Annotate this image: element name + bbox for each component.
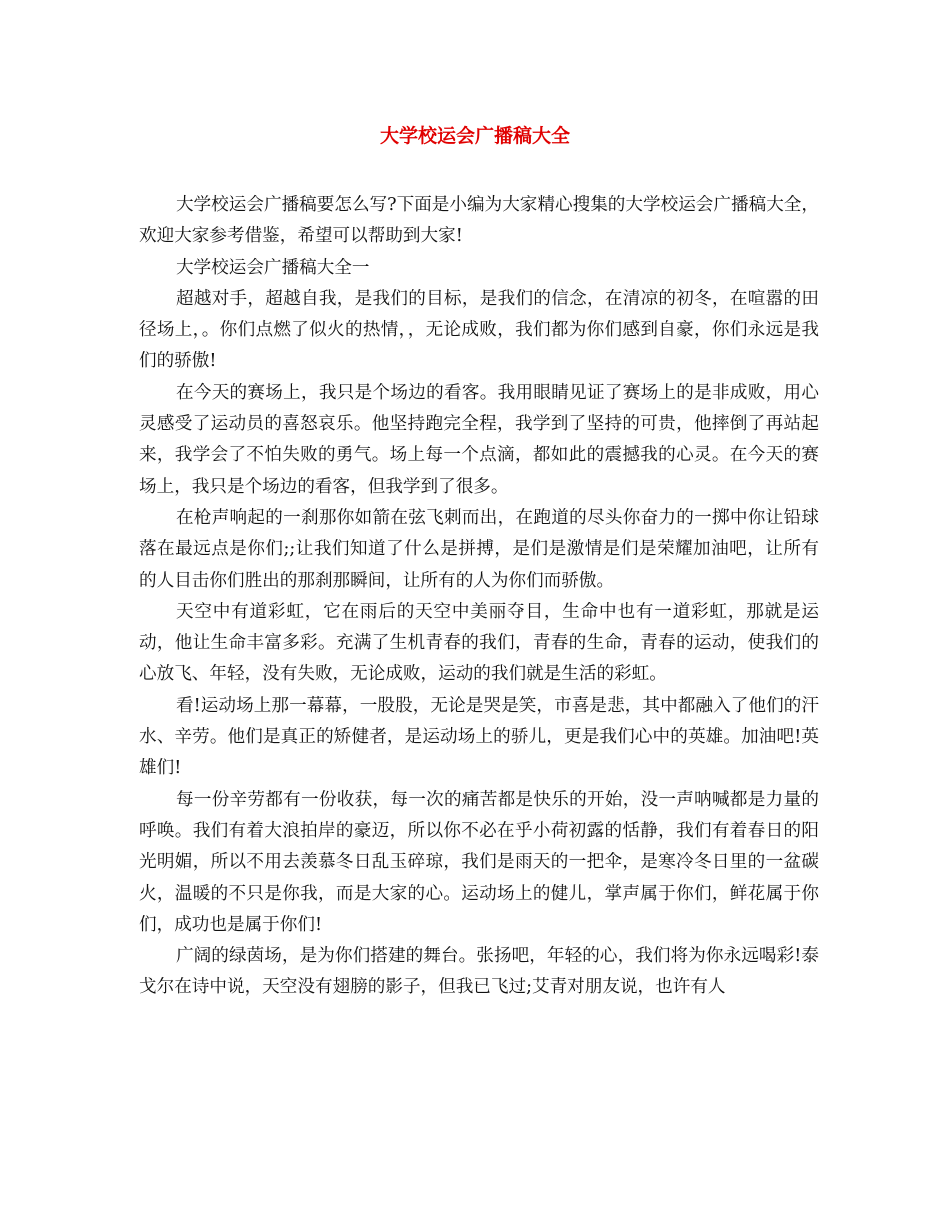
paragraph: 看!运动场上那一幕幕，一股股，无论是哭是笑，市喜是悲，其中都融入了他们的汗水、辛劳。他们是真正的矫健者，是运动场上的骄儿，更是我们心中的英雄。加油吧!英雄们! [139, 695, 819, 779]
paragraph: 天空中有道彩虹，它在雨后的天空中美丽夺目，生命中也有一道彩虹，那就是运动，他让生命丰富多彩。充满了生机青春的我们，青春的生命，青春的运动，使我们的心放飞、年轻，没有失败，无论成败，运动的我们就是生活的彩虹。 [139, 601, 819, 685]
document-body [139, 190, 819, 1004]
paragraph: 超越对手，超越自我，是我们的目标，是我们的信念，在清凉的初冬，在喧嚣的田径场上，。你们点燃了似火的热情，，无论成败，我们都为你们感到自豪，你们永远是我们的骄傲! [139, 288, 819, 372]
paragraph: 广阔的绿茵场，是为你们搭建的舞台。张扬吧，年轻的心，我们将为你永远喝彩!泰戈尔在诗中说，天空没有翅膀的影子，但我已飞过;艾青对朋友说，也许有人 [139, 946, 819, 998]
paragraph-intro: 大学校运会广播稿要怎么写?下面是小编为大家精心搜集的大学校运会广播稿大全，欢迎大家参考借鉴，希望可以帮助到大家! [139, 195, 819, 247]
section-heading: 大学校运会广播稿大全一 [175, 257, 370, 278]
document-title: 大学校运会广播稿大全 [379, 125, 570, 147]
paragraph: 每一份辛劳都有一份收获，每一次的痛苦都是快乐的开始，没一声呐喊都是力量的呼唤。我们有着大浪拍岸的豪迈，所以你不必在乎小荷初露的恬静，我们有着春日的阳光明媚，所以不用去羡慕冬日乱玉碎琼，我们是雨天的一把伞，是寒冷冬日里的一盆碳火，温暖的不只是你我，而是大家的心。运动场上的健儿，掌声属于你们，鲜花属于你们，成功也是属于你们! [139, 789, 819, 935]
paragraph: 在枪声响起的一刹那你如箭在弦飞刺而出，在跑道的尽头你奋力的一掷中你让铅球落在最远点是你们;;让我们知道了什么是拼搏，是们是激情是们是荣耀加油吧，让所有的人目击你们胜出的那刹那瞬间，让所有的人为你们而骄傲。 [139, 507, 819, 591]
paragraph: 在今天的赛场上，我只是个场边的看客。我用眼睛见证了赛场上的是非成败，用心灵感受了运动员的喜怒哀乐。他坚持跑完全程，我学到了坚持的可贵，他摔倒了再站起来，我学会了不怕失败的勇气。场上每一个点滴，都如此的震撼我的心灵。在今天的赛场上，我只是个场边的看客，但我学到了很多。 [139, 382, 819, 497]
